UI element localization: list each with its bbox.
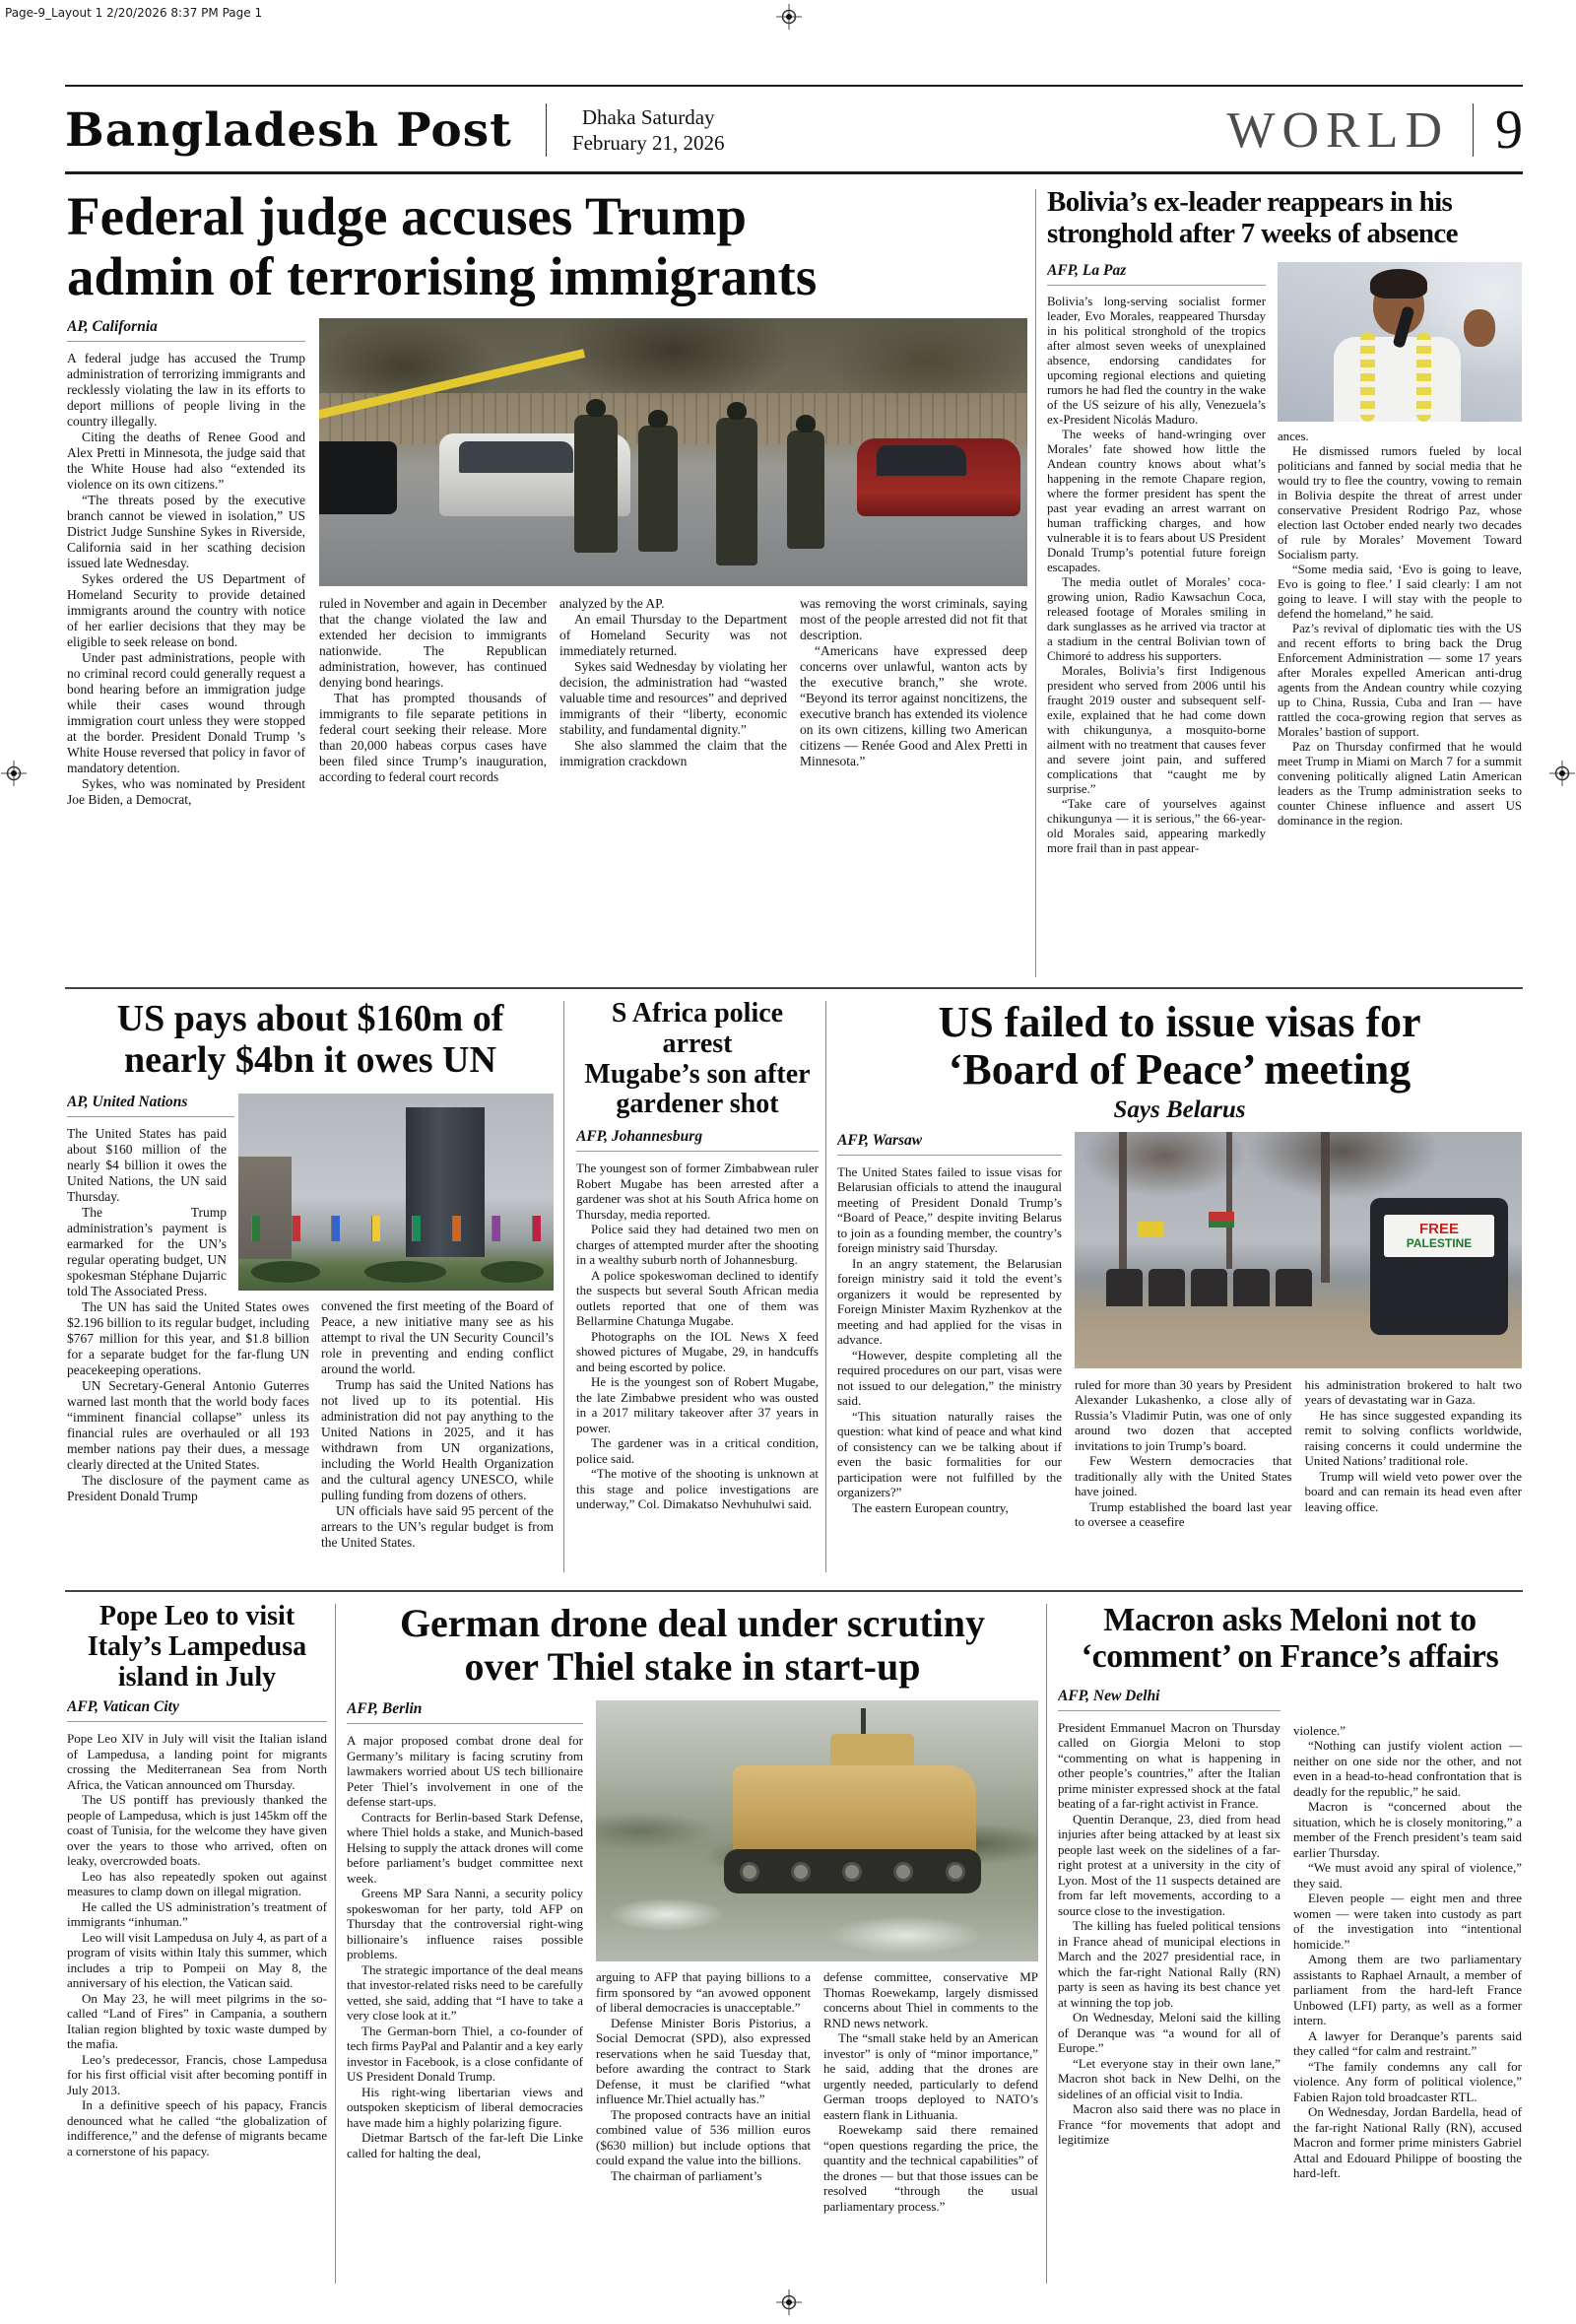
article-paragraph: “Americans have expressed deep concerns over unlawful, wanton acts by the executive branch,” she wrote. “Beyond its terror against noncitizens, the executive branch has extended its violence on its own citizens, killing two American citizens — Renée Good and Alex Pretti in Minnesota.”: [800, 643, 1027, 768]
headline-line: Pope Leo to visit: [98, 1602, 296, 1631]
article-photo-columns: [321, 1094, 554, 1551]
column-text: [800, 596, 1027, 785]
article-paragraph: Trump established the board last year to oversee a ceasefire: [1075, 1498, 1292, 1530]
article-paragraph: Citing the deaths of Renee Good and Alex Pretti in Minnesota, the judge said that the White House had also “extended its violence on its own citizens.”: [67, 430, 305, 492]
car-window: [459, 441, 573, 473]
agent-helmet: [796, 415, 816, 432]
track-wheel: [893, 1862, 913, 1882]
yellow-flag: [1138, 1222, 1163, 1237]
article-paragraph: defense committee, conservative MP Thomas Roewekamp, largely dismissed concerns about Thiel in comments to the RND news network.: [823, 1969, 1038, 2030]
article-paragraph: That has prompted thousands of immigrants to file separate petitions in federal court seeking their release. More than 20,000 habeas corpus cases have been filed since Trump’s inauguration, according to federal court records: [319, 691, 547, 784]
article-paragraph: Under past administrations, people with no criminal record could generally request a bond hearing before an immigration judge while their cases wound through immigration court unless they were stopped at the border. President Donald Trump ’s White House reversed that policy in favor of mandatory detention.: [67, 650, 305, 775]
article-paragraph: “The family condemns any call for violence. Any form of political violence,” Fabien Rajon told broadcaster RTL.: [1293, 2058, 1522, 2104]
headline: [1058, 1602, 1522, 1676]
article-mugabe-son: [576, 999, 819, 1586]
article-column: [347, 1700, 583, 2214]
article-paragraph: ruled for more than 30 years by President Alexander Lukashenko, a close ally of Russia’s Vladimir Putin, was one of only around two dozen that accepted invitations to join Trump’s board.: [1075, 1376, 1292, 1453]
article-paragraph: “Take care of yourselves against chikungunya — it is serious,” the 66-year-old Morales said, appearing markedly more frail than in past appear-: [1047, 796, 1266, 855]
section-rule: [65, 987, 1523, 989]
dateline-date: February 21, 2026: [571, 131, 725, 155]
registration-mark-icon: [1549, 761, 1575, 786]
protester-figure: [1233, 1269, 1270, 1306]
agent-figure: [574, 415, 618, 553]
article-paragraph: She also slammed the claim that the immigration crackdown: [559, 738, 787, 768]
article-paragraph: UN Secretary-General Antonio Guterres warned last month that the world body faces “imminent financial collapse” unless its financial rules are overhauled or all 193 member nations pay their dues, a message clearly directed at the United States.: [67, 1377, 309, 1472]
article-paragraph: arguing to AFP that paying billions to a firm sponsored by “an avowed opponent of liberal democracies is unacceptable.”: [596, 1969, 811, 2015]
headline-line: Bolivia’s ex-leader reappears in his: [1047, 187, 1453, 218]
article-paragraph: The “small stake held by an American investor” is only of “minor importance,” he said, adding that the drones are urgently needed, particularly to defend German troops deployed to NATO’s eastern flank in Lithuania.: [823, 2030, 1038, 2122]
article-paragraph: Sykes said Wednesday by violating her decision, the administration had “wasted valuable time and resources” and deprived immigrants of their “liberty, economic stability, and fundamental dignity.”: [559, 659, 787, 737]
article-paragraph: “This situation naturally raises the question: what kind of peace and what kind of consistency can we be talking about if even the basic formalities for our participation were not fulfilled by the organizers?”: [837, 1408, 1062, 1500]
agent-helmet: [727, 402, 747, 420]
article-column: [67, 318, 305, 808]
article-belarus-visas: [837, 999, 1522, 1590]
article-paragraph: Paz’s revival of diplomatic ties with the US and recent efforts to bring back the Drug Enforcement Administration — some 17 years after Morales expelled American anti-drug agents from the Andean country while cozying up to China, Russia, Cuba and Iran — have rattled the coca-growing region that serves as Morales’ bastion of support.: [1278, 621, 1522, 739]
article-paragraph: Police said they had detained two men on charges of attempted murder after the shooting in a wealthy suburb north of Johannesburg.: [576, 1222, 819, 1268]
agent-figure: [638, 426, 678, 552]
article-paragraph: The media outlet of Morales’ coca-growing union, Radio Kawsachun Coca, released footage of Morales smiling in dark sunglasses as he arrived via tractor at a stadium in the central Bolivian town of Chimoré to address his supporters.: [1047, 574, 1266, 663]
headline-line: ‘comment’ on France’s affairs: [1081, 1638, 1499, 1676]
red-car: [857, 438, 1019, 516]
track-wheel: [946, 1862, 965, 1882]
bush: [481, 1261, 544, 1283]
bare-tree: [1321, 1132, 1330, 1284]
column-text: [823, 1969, 1038, 2214]
un-headquarters-photo: [238, 1094, 554, 1291]
byline: AP, California: [67, 318, 305, 342]
article-paragraph: was removing the worst criminals, saying most of the people arrested did not fit that description.: [800, 596, 1027, 642]
flag: [371, 1216, 380, 1241]
headline: [67, 187, 1027, 306]
article-column: [837, 1132, 1062, 1530]
column-text: [347, 1733, 583, 2160]
headline-line: over Thiel stake in start-up: [464, 1644, 921, 1689]
car-window: [877, 445, 966, 477]
agent-helmet: [648, 410, 668, 428]
column-text: [319, 596, 547, 785]
article-paragraph: Macron is “concerned about the situation, which he is closely monitoring,” a member of the French president’s team said earlier Thursday.: [1293, 1799, 1522, 1860]
article-photo-columns: [1075, 1132, 1522, 1530]
article-paragraph: “However, despite completing all the required procedures on our part, visas were not issued to our delegation,” the ministry said.: [837, 1347, 1062, 1409]
headline-line: Italy’s Lampedusa: [87, 1630, 307, 1662]
bush: [364, 1261, 446, 1283]
print-slug: Page-9_Layout 1 2/20/2026 8:37 PM Page 1: [5, 6, 263, 20]
protester-figure: [1276, 1269, 1312, 1306]
page-number: 9: [1495, 100, 1523, 161]
header-bottom-rule: [65, 171, 1523, 174]
article-paragraph: “Some media said, ‘Evo is going to leave, Evo is going to flee.’ I said clearly: I am not going to leave. I will stay with the people to defend the homeland,” he said.: [1278, 562, 1522, 621]
article-bolivia-morales: [1047, 187, 1522, 985]
section-rule: [65, 1590, 1523, 1592]
protesters-crowd: [1106, 1269, 1312, 1306]
article-paragraph: Greens MP Sara Nanni, a security policy spokeswoman for her party, told AFP on Thursday that the controversial right-wing billionaire’s influence raises possible problems.: [347, 1886, 583, 1961]
column-divider: [1035, 189, 1036, 977]
column-divider: [825, 1001, 826, 1572]
flag: [292, 1216, 300, 1241]
dateline-day: Dhaka Saturday: [581, 104, 715, 129]
subheadline: Says Belarus: [1113, 1096, 1246, 1123]
article-paragraph: convened the first meeting of the Board of Peace, a new initiative many see as his attempt to rival the UN Security Council’s role in preventing and ending conflict around the world.: [321, 1297, 554, 1376]
track-wheel: [842, 1862, 862, 1882]
article-federal-judge: [67, 187, 1027, 985]
headline-line: Mugabe’s son after: [584, 1058, 811, 1090]
article-german-drone: [347, 1602, 1038, 2321]
article-paragraph: An email Thursday to the Department of Homeland Security was not immediately returned.: [559, 612, 787, 658]
agent-figure: [787, 431, 824, 549]
flag: [331, 1216, 340, 1241]
agent-helmet: [586, 399, 606, 417]
headline-line: Federal judge accuses Trump: [67, 187, 747, 246]
article-paragraph: On Wednesday, Meloni said the killing of Deranque was “a wound for all of Europe.”: [1058, 2010, 1280, 2056]
article-paragraph: his administration brokered to halt two years of devastating war in Gaza.: [1304, 1376, 1522, 1408]
evo-morales-photo: [1278, 262, 1522, 422]
article-paragraph: Roewekamp said there remained “open questions regarding the price, the quantity and the technical capabilities” of the drones — but that those issues can be resolved “through the usual parliamentary process.”: [823, 2122, 1038, 2214]
article-paragraph: “Let everyone stay in their own lane,” Macron shot back in New Delhi, on the sidelines of an official visit to India.: [1058, 2055, 1280, 2101]
column-text: [67, 1731, 327, 2158]
article-paragraph: ances.: [1278, 429, 1309, 443]
headline-line: island in July: [117, 1661, 277, 1693]
flower-garland: [1360, 332, 1375, 422]
headline-line: stronghold after 7 weeks of absence: [1047, 217, 1458, 249]
dark-car: [319, 441, 397, 513]
article-paragraph: A police spokeswoman declined to identify the suspects but several South African media outlets reported that one of them was Bellarmine Chatunga Mugabe.: [576, 1267, 819, 1329]
article-paragraph: Leo has also repeatedly spoken out against measures to clamp down on illegal migration.: [67, 1868, 327, 1899]
speaker-hair: [1370, 269, 1427, 299]
byline: AP, United Nations: [67, 1094, 234, 1117]
registration-mark-icon: [776, 4, 802, 30]
byline: AFP, Berlin: [347, 1700, 583, 1724]
headline: [1047, 187, 1522, 250]
headline-line: S Africa police arrest: [611, 999, 784, 1059]
header-top-rule: [65, 85, 1523, 87]
article-paragraph: A major proposed combat drone deal for Germany’s military is facing scrutiny from lawmakers worried about US tech billionaire Peter Thiel’s involvement in one of the defense start-ups.: [347, 1733, 583, 1809]
column-text: [1058, 1720, 1280, 2148]
article-paragraph: In an angry statement, the Belarusian foreign ministry said it told the event’s organizers it would be represented by Foreign Minister Maxim Ryzhenkov at the meeting and had applied for the visas in advance.: [837, 1255, 1062, 1348]
sign-text: FREE: [1419, 1220, 1460, 1237]
article-paragraph: Eleven people — eight men and three women — were taken into custody as part of the investigation into “intentional homicide.”: [1293, 1891, 1522, 1952]
article-paragraph: The United States failed to issue visas for Belarusian officials to attend the inaugural meeting of President Donald Trump’s “Board of Peace,” despite inviting Belarus to join as a founding member, the country’s foreign ministry said Thursday.: [837, 1163, 1062, 1256]
article-paragraph: On Wednesday, Jordan Bardella, head of the far-right National Rally (RN), accused Macron and former prime ministers Gabriel Attal and Edouard Philippe of boosting the hard-left.: [1293, 2104, 1522, 2181]
column-text: [837, 1164, 1062, 1516]
article-paragraph: Among them are two parliamentary assistants to Raphael Arnault, a member of parliament from the hard-left France Unbowed (LFI) party, as well as a former intern.: [1293, 1952, 1522, 2028]
article-column: [1058, 1688, 1280, 2181]
white-shirt: [1334, 337, 1461, 422]
flag: [492, 1216, 500, 1241]
article-pope-lampedusa: [67, 1602, 327, 2321]
article-paragraph: His right-wing libertarian views and outspoken skepticism of liberal democracies have made him a highly polarizing figure.: [347, 2084, 583, 2130]
column-divider: [1046, 1604, 1047, 2284]
headline-line: nearly $4bn it owes UN: [124, 1038, 496, 1081]
article-un-payment: [67, 999, 554, 1586]
ice-agents-street-photo: [319, 318, 1027, 586]
article-paragraph: On May 23, he will meet pilgrims in the so-called “Land of Fires” in Campania, a southern Italian region blighted by toxic waste dumped by the mafia.: [67, 1990, 327, 2052]
combat-drone-photo: [596, 1700, 1038, 1961]
article-paragraph: Sykes, who was nominated by President Joe Biden, a Democrat,: [67, 776, 305, 807]
headline-line: ‘Board of Peace’ meeting: [948, 1045, 1412, 1095]
drone-hull: [733, 1765, 976, 1859]
column-text: [576, 1161, 819, 1512]
column-text: [1075, 1377, 1292, 1530]
article-paragraph: Defense Minister Boris Pistorius, a Social Democrat (SPD), also expressed reservations when he said Tuesday that, before awarding the contract to Stark Defense, it must be clarified “what influence Mr.Thiel actually has.”: [596, 2015, 811, 2106]
article-paragraph: Quentin Deranque, 23, died from head injuries after being attacked by at least six people last week on the sidelines of a far-right protest at a university in the city of Lyon. Most of the 11 suspects detained are from far left movements, according to a source close to the investigation.: [1058, 1811, 1280, 1918]
article-paragraph: Macron also said there was no place in France “for movements that adopt and legitimize: [1058, 2101, 1280, 2148]
headline-line: US failed to issue visas for: [938, 999, 1421, 1046]
masthead: [65, 91, 1523, 169]
headline-line: US pays about $160m of: [116, 999, 504, 1039]
article-paragraph: In a definitive speech of his papacy, Francis denounced what he called “the globalization of indifference,” and the defense of migrants became a cornerstone of his papacy.: [67, 2097, 327, 2158]
bush: [251, 1261, 320, 1283]
article-paragraph: Leo will visit Lampedusa on July 4, as part of a program of visits within Italy this summer, which includes a trip to Pompeii on May 8, the anniversary of his election, the Vatican said.: [67, 1929, 327, 1991]
headline: [67, 999, 554, 1082]
article-paragraph: President Emmanuel Macron on Thursday called on Giorgia Meloni to stop “commenting on what is happening in other people’s countries,” after the Italian prime minister expressed shock at the fatal beating of a far-right activist in France.: [1058, 1719, 1280, 1812]
article-paragraph: The chairman of parliament’s: [611, 2167, 762, 2183]
article-paragraph: Few Western democracies that traditionally ally with the United States have joined.: [1075, 1453, 1292, 1499]
article-paragraph: He dismissed rumors fueled by local politicians and fanned by social media that he would try to flee the country, vowing to remain in Bolivia despite the threat of arrest under conservative President Rodrigo Paz, whose election last October ended nearly two decades of rule by Morales’ Movement Toward Socialism party.: [1278, 443, 1522, 562]
section-title: WORLD: [1226, 101, 1449, 159]
article-paragraph: The killing has fueled political tensions in France ahead of municipal elections in March and the 2027 presidential race, in which the far-right National Rally (RN) party is seen as having its best chance yet at winning the top job.: [1058, 1918, 1280, 2010]
article-paragraph: The UN has said the United States owes $2.196 billion to its regular budget, including $767 million for this year, and $1.8 billion for a separate budget for the far-flung UN peacekeeping operations.: [67, 1298, 309, 1377]
article-paragraph: The proposed contracts have an initial combined value of 536 million euros ($630 million) but include options that could expand the value into the billions.: [596, 2106, 811, 2167]
article-paragraph: The weeks of hand-wringing over Morales’ fate showed how little the Andean country knows about what’s happening in the remote Chapare region, where the former president has spent the past year evading an arrest warrant on human trafficking charges, and how vulnerable it is to fears about US President Donald Trump’s potential future foreign escapades.: [1047, 427, 1266, 574]
column-text: [559, 596, 787, 785]
byline: AFP, Vatican City: [67, 1698, 327, 1722]
article-paragraph: violence.”: [1293, 1722, 1346, 1738]
track-wheel: [791, 1862, 811, 1882]
headline: [347, 1602, 1038, 1689]
flag: [251, 1216, 260, 1241]
agent-figure: [716, 418, 757, 565]
article-paragraph: Trump will wield veto power over the board and can remain its head even after leaving office.: [1304, 1468, 1522, 1514]
column-divider: [563, 1001, 564, 1572]
article-paragraph: A lawyer for Deranque’s parents said they called “for calm and restraint.”: [1293, 2027, 1522, 2059]
raised-hand: [1464, 309, 1495, 347]
headline: [67, 1602, 327, 1693]
article-paragraph: “Nothing can justify violent action — neither on one side nor the other, and not even in a head-to-head confrontation that is deadly for the republic,” he said.: [1293, 1738, 1522, 1799]
article-paragraph: The disclosure of the payment came as President Donald Trump: [67, 1472, 309, 1503]
article-paragraph: “We must avoid any spiral of violence,” they said.: [1293, 1860, 1522, 1891]
article-paragraph: The Trump administration’s payment is earmarked for the UN’s regular operating budget, UN spokesman Stéphane Dujarric told The Associated Press.: [67, 1204, 227, 1298]
newspaper-title: Bangladesh Post: [65, 102, 512, 158]
article-paragraph: ruled in November and again in December that the change violated the law and extended her decision to immigrants nationwide. The Republican administration, however, has continued denying bond hearings.: [319, 596, 547, 690]
headline-line: Macron asks Meloni not to: [1103, 1602, 1477, 1638]
article-paragraph: Pope Leo XIV in July will visit the Italian island of Lampedusa, a landing point for migrants crossing the Mediterranean Sea from North Africa, the Vatican announced om Thursday.: [67, 1731, 327, 1792]
article-paragraph: Sykes ordered the US Department of Homeland Security to provide detained immigrants around the country with notice of her earlier decisions that they may be eligible to seek release on bond.: [67, 571, 305, 649]
protester-figure: [1191, 1269, 1227, 1306]
article-paragraph: The gardener was in a critical condition, police said.: [576, 1435, 819, 1466]
article-paragraph: “The motive of the shooting is unknown at this stage and police investigations are underway,” Col. Dimakatso Nevhuhulwi said.: [576, 1466, 819, 1512]
free-palestine-sign: [1384, 1215, 1495, 1257]
article-paragraph: Bolivia’s long-serving socialist former leader, Evo Morales, reappeared Thursday in his political stronghold of the tropics after almost seven weeks of unexplained absence, endorsing candidates for upcoming regional elections and quieting rumors he had fled the country in the wake of the US seizure of his ally, Venezuela’s ex-President Nicolás Maduro.: [1047, 294, 1266, 427]
column-text: [1047, 295, 1266, 856]
article-paragraph: The eastern European country,: [852, 1499, 1009, 1515]
headline-line: German drone deal under scrutiny: [399, 1602, 986, 1645]
column-text: [596, 1969, 811, 2214]
bare-tree: [1226, 1132, 1232, 1269]
column-text: [67, 351, 305, 808]
registration-mark-icon: [1, 761, 27, 786]
article-paragraph: Dietmar Bartsch of the far-left Die Linke called for halting the deal,: [347, 2130, 583, 2160]
winter-protest-photo: [1075, 1132, 1522, 1368]
article-paragraph: The United States has paid about $160 million of the nearly $4 billion it owes the United Nations, the UN said Thursday.: [67, 1125, 227, 1204]
member-flags-row: [251, 1216, 541, 1259]
column-text: [321, 1298, 554, 1551]
column-divider: [335, 1604, 336, 2284]
article-column: [1047, 262, 1266, 856]
article-paragraph: Morales, Bolivia’s first Indigenous president who served from 2006 until his fraught 2019 ouster and subsequent self-exile, explained that he had come down with chikungunya, a mosquito-borne ailment with no treatment that causes fever and severe joint pain, and suffered complications that “caught me by surprise.”: [1047, 663, 1266, 796]
column-text: [1305, 1377, 1523, 1530]
protester-figure: [1149, 1269, 1185, 1306]
column-text: [1278, 430, 1522, 829]
article-paragraph: A federal judge has accused the Trump administration of terrorizing immigrants and recklessly violating the law in its efforts to deport millions of people living in the country illegally.: [67, 351, 305, 429]
article-paragraph: analyzed by the AP.: [559, 596, 665, 611]
headline-line: admin of terrorising immigrants: [67, 245, 818, 306]
sign-text: PALESTINE: [1406, 1235, 1473, 1250]
dateline: [547, 104, 751, 157]
article-paragraph: “The threats posed by the executive branch cannot be viewed in isolation,” US District Judge Sunshine Sykes in Riverside, California said in her scathing decision issued late Wednesday.: [67, 493, 305, 570]
article-paragraph: The youngest son of former Zimbabwean ruler Robert Mugabe has been arrested after a gardener was shot at his South Africa home on Thursday, media reported.: [576, 1161, 819, 1222]
article-paragraph: He is the youngest son of Robert Mugabe, the late Zimbabwe president who was ousted in a 2017 military takeover after 37 years in power.: [576, 1374, 819, 1435]
article-paragraph: Paz on Thursday confirmed that he would meet Trump in Miami on March 7 for a summit convening politically aligned Latin American leaders as the Trump administration seeks to counter Chinese influence and assert US dominance in the region.: [1278, 739, 1522, 828]
article-paragraph: Contracts for Berlin-based Stark Defense, where Thiel holds a stake, and Munich-based Helsing to supply the attack drones will come before parliament’s budget committee next week.: [347, 1809, 583, 1886]
article-photo-columns: [596, 1700, 1038, 2214]
byline: AFP, Warsaw: [837, 1132, 1062, 1156]
article-photo-columns: [319, 318, 1027, 808]
track-wheel: [740, 1862, 759, 1882]
article-paragraph: Leo’s predecessor, Francis, chose Lampedusa for his first official visit after becoming pontiff in July 2013.: [67, 2051, 327, 2097]
flag: [412, 1216, 421, 1241]
protest-drum: [1370, 1198, 1509, 1335]
headline-line: gardener shot: [616, 1089, 779, 1120]
article-paragraph: The German-born Thiel, a co-founder of tech firms PayPal and Palantir and a key early investor in Facebook, is a close confidante of US President Donald Trump.: [347, 2023, 583, 2084]
headline: [837, 999, 1522, 1095]
drone-tracks: [724, 1849, 980, 1893]
protester-figure: [1106, 1269, 1143, 1306]
flag: [532, 1216, 541, 1241]
column-text: [1293, 1723, 1522, 2181]
byline: AFP, La Paz: [1047, 262, 1266, 286]
red-green-flag: [1209, 1212, 1234, 1228]
headline: [576, 999, 819, 1120]
article-paragraph: UN officials have said 95 percent of the arrears to the UN’s regular budget is from the United States.: [321, 1502, 554, 1550]
flower-garland: [1416, 332, 1431, 422]
flag: [452, 1216, 461, 1241]
byline: AFP, Johannesburg: [576, 1128, 819, 1152]
byline: AFP, New Delhi: [1058, 1688, 1280, 1711]
article-paragraph: He has since suggested expanding its remit to solving conflicts worldwide, raising concerns it could undermine the United Nations’ traditional role.: [1304, 1407, 1522, 1469]
article-paragraph: Trump has said the United Nations has not lived up to its potential. His administration did not pay anything to the United Nations in 2025, and it has withdrawn from UN organizations, including the World Health Organization and the cultural agency UNESCO, while pulling funding from dozens of others.: [321, 1376, 554, 1502]
article-macron-meloni: [1058, 1602, 1522, 2324]
article-paragraph: The US pontiff has previously thanked the people of Lampedusa, which is just 145km off the coast of Tunisia, for the welcome they have given over the years to those who arrived, often on leaky, overcrowded boats.: [67, 1792, 327, 1869]
article-photo-columns: [1278, 262, 1522, 856]
bare-tree: [1119, 1132, 1127, 1279]
article-paragraph: Photographs on the IOL News X feed showed pictures of Mugabe, 29, in handcuffs and being escorted by police.: [576, 1328, 819, 1374]
article-paragraph: The strategic importance of the deal means that investor-related risks need to be carefully vetted, she said, adding that “I have to take a very close look at it.”: [347, 1961, 583, 2023]
article-paragraph: He called the US administration’s treatment of immigrants “inhuman.”: [67, 1898, 327, 1930]
